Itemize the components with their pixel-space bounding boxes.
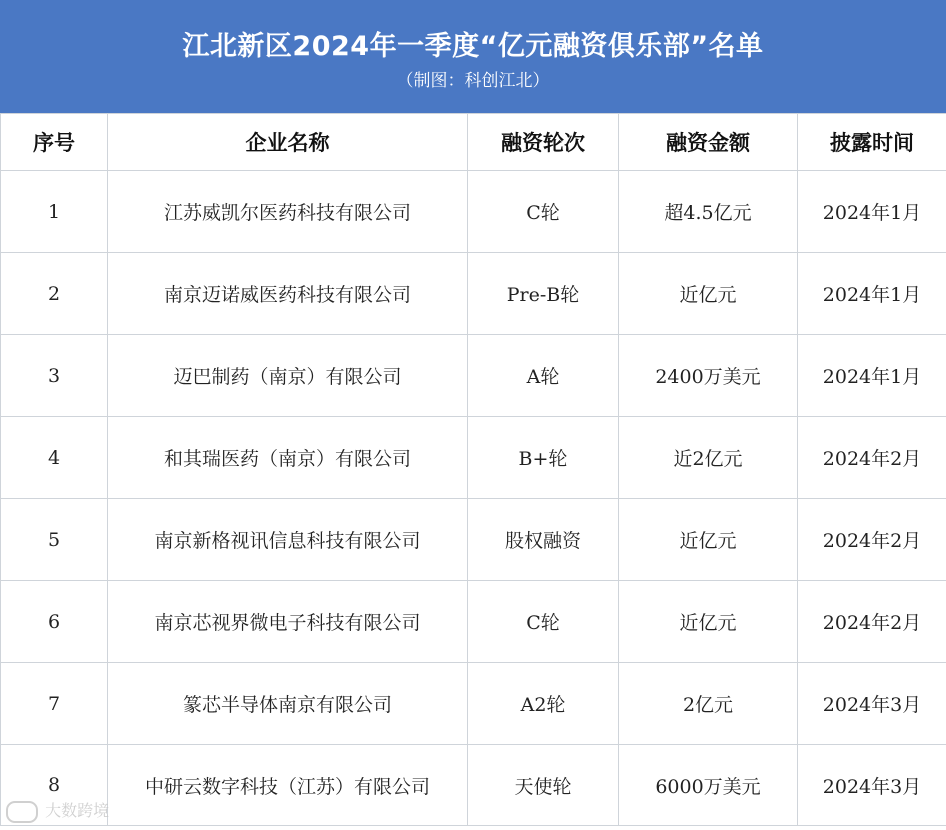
cell-date: 2024年1月: [798, 335, 946, 417]
cell-round: 天使轮: [468, 745, 619, 826]
cell-company: 迈巴制药（南京）有限公司: [108, 335, 468, 417]
cell-amount: 2400万美元: [619, 335, 798, 417]
table-row: [1, 335, 946, 417]
cell-round: 股权融资: [468, 499, 619, 581]
watermark-text: 大数跨境: [45, 801, 110, 820]
cell-company: 南京新格视讯信息科技有限公司: [108, 499, 468, 581]
table-row: [1, 581, 946, 663]
cell-amount: 近亿元: [619, 581, 798, 663]
cell-round: A轮: [468, 335, 619, 417]
cell-amount: 2亿元: [619, 663, 798, 745]
table-row: [1, 745, 946, 826]
cell-company: 和其瑞医药（南京）有限公司: [108, 417, 468, 499]
table-row: [1, 499, 946, 581]
cell-no: 4: [1, 417, 108, 499]
cell-round: B+轮: [468, 417, 619, 499]
cell-date: 2024年2月: [798, 581, 946, 663]
table-row: [1, 417, 946, 499]
cell-date: 2024年3月: [798, 663, 946, 745]
cell-no: 6: [1, 581, 108, 663]
cell-no: 7: [1, 663, 108, 745]
column-header-amount: 融资金额: [619, 114, 798, 171]
cell-date: 2024年1月: [798, 171, 946, 253]
cell-no: 8: [1, 745, 108, 826]
watermark-logo-icon: [6, 801, 38, 823]
column-header-no: 序号: [1, 114, 108, 171]
cell-date: 2024年1月: [798, 253, 946, 335]
cell-round: A2轮: [468, 663, 619, 745]
cell-date: 2024年2月: [798, 417, 946, 499]
cell-no: 1: [1, 171, 108, 253]
page-subtitle: （制图：科创江北）: [396, 71, 550, 91]
cell-company: 南京芯视界微电子科技有限公司: [108, 581, 468, 663]
table-header-row: [1, 114, 946, 171]
cell-date: 2024年3月: [798, 745, 946, 826]
cell-company: 中研云数字科技（江苏）有限公司: [108, 745, 468, 826]
financing-table: [0, 113, 946, 826]
table-row: [1, 171, 946, 253]
cell-company: 江苏威凯尔医药科技有限公司: [108, 171, 468, 253]
cell-no: 3: [1, 335, 108, 417]
cell-amount: 近2亿元: [619, 417, 798, 499]
cell-round: Pre-B轮: [468, 253, 619, 335]
cell-amount: 超4.5亿元: [619, 171, 798, 253]
cell-amount: 6000万美元: [619, 745, 798, 826]
table-row: [1, 253, 946, 335]
column-header-round: 融资轮次: [468, 114, 619, 171]
cell-company: 篆芯半导体南京有限公司: [108, 663, 468, 745]
cell-amount: 近亿元: [619, 499, 798, 581]
column-header-date: 披露时间: [798, 114, 946, 171]
cell-round: C轮: [468, 581, 619, 663]
watermark: [6, 798, 109, 823]
table-row: [1, 663, 946, 745]
cell-company: 南京迈诺威医药科技有限公司: [108, 253, 468, 335]
cell-date: 2024年2月: [798, 499, 946, 581]
cell-no: 5: [1, 499, 108, 581]
page-title: 江北新区2024年一季度“亿元融资俱乐部”名单: [182, 31, 764, 62]
cell-amount: 近亿元: [619, 253, 798, 335]
cell-no: 2: [1, 253, 108, 335]
column-header-company: 企业名称: [108, 114, 468, 171]
header-banner: [0, 0, 946, 113]
cell-round: C轮: [468, 171, 619, 253]
